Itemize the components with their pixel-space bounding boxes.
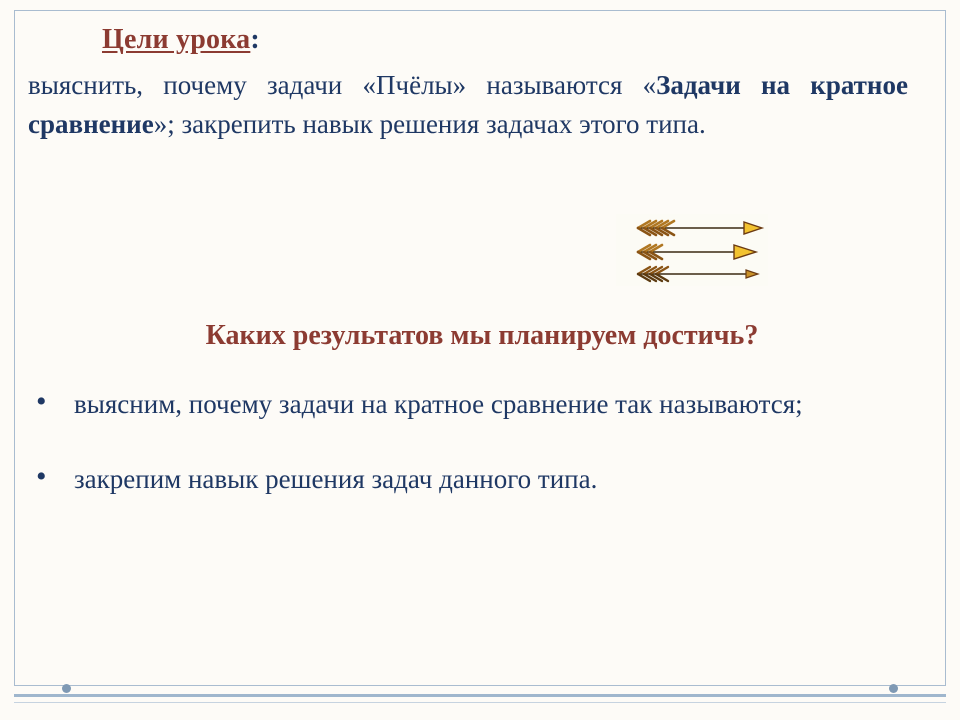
goals-text-part2: »; закрепить навык решения задачах этого типа. (153, 109, 706, 140)
list-item-text: закрепим навык решения задач данного типа. (74, 463, 598, 494)
three-arrows-icon (616, 214, 768, 286)
goals-heading-colon: : (250, 24, 260, 55)
goals-text-part1: выяснить, почему задачи «Пчёлы» называются « (28, 70, 657, 100)
footer-dot-left (62, 684, 71, 693)
footer-rule (14, 694, 946, 697)
goals-text-bold: Задачи на кратное сравнение (28, 70, 908, 140)
list-item (28, 459, 936, 500)
bullet-marker: • (36, 459, 47, 493)
goals-paragraph (28, 66, 908, 144)
footer-dot-right (889, 684, 898, 693)
goals-heading-text: Цели урока (102, 24, 251, 55)
footer-rule-thin (14, 702, 946, 703)
list-item-text: выясним, почему задачи на кратное сравнение так называются; (74, 389, 803, 419)
outcomes-list (28, 384, 936, 533)
list-item (28, 384, 936, 425)
question-line: Каких результатов мы планируем достичь? (205, 320, 759, 351)
slide-content (28, 24, 936, 494)
bullet-marker: • (36, 385, 47, 418)
goals-heading (102, 24, 936, 56)
